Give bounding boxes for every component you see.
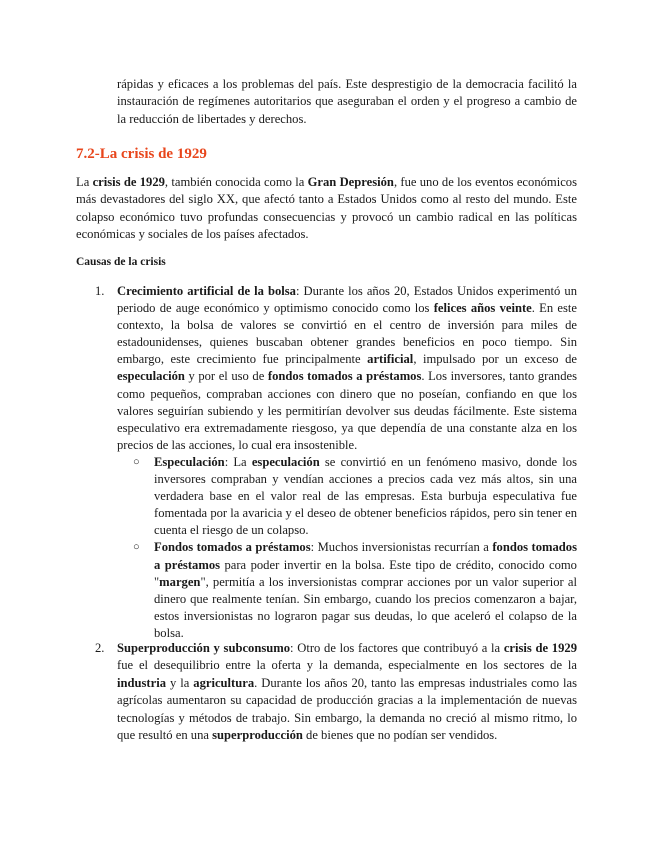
intro-paragraph: La crisis de 1929, también conocida como la Gran Depresión, fue uno de los eventos económicos más devastadores del siglo XX, que afectó tanto a Estados Unidos como al resto del mundo. Este colapso económico tuvo profundas consecuencias y provocó un cambio radical en las políticas económicas y sociales de los países afectados. <box>76 175 577 242</box>
item-1-text: Crecimiento artificial de la bolsa: Durante los años 20, Estados Unidos experimentó un periodo de auge económico y optimismo conocido como los felices años veinte. En este contexto, la bolsa de valores se convirtió en el centro de inversión para miles de estadounidenses, quienes buscaban obtener grandes beneficios en poco tiempo. Sin embargo, este crecimiento fue principalmente artificial, impulsado por un exceso de especulación y por el uso de fondos tomados a préstamos. Los inversores, tanto grandes como pequeños, compraban acciones con dinero que no poseían, confiando en que los valores seguirían subiendo y les permitirían devolver sus deudas fácilmente. Este sistema especulativo era extremadamente riesgoso, ya que dependía de una constante alza en los precios de las acciones, lo cual era insostenible. <box>117 284 578 452</box>
causes-heading: Causas de la crisis <box>76 256 166 268</box>
list-number-1: 1. <box>95 284 105 298</box>
list-item-2: Superproducción y subconsumo: Otro de los factores que contribuyó a la crisis de 1929 fue el desequilibrio entre la oferta y la demanda, especialmente en los sectores de la industria y la agricultura. Durante los años 20, tanto las empresas industriales como las agrícolas aumentaron su capacidad de producción gracias a la implementación de nuevas tecnologías y métodos de trabajo. Sin embargo, la demanda no creció al mismo ritmo, lo que resultó en una superproducción de bienes que no podían ser vendidos. <box>117 641 577 743</box>
continuation-paragraph: rápidas y eficaces a los problemas del país. Este desprestigio de la democracia facilitó la instauración de regímenes autoritarios que aseguraban el orden y el progreso a cambio de la reducción de libertades y derechos. <box>117 77 577 126</box>
sub-item-fondos <box>117 539 577 642</box>
sub-list <box>117 454 577 642</box>
section-heading: 7.2-La crisis de 1929 <box>76 146 207 162</box>
hollow-circle-bullet-icon: ○ <box>133 455 140 468</box>
sub-item-especulacion <box>117 454 577 539</box>
list-number-2: 2. <box>95 641 105 655</box>
sub-item-2-text: Fondos tomados a préstamos: Muchos inversionistas recurrían a fondos tomados a préstamos para poder invertir en la bolsa. Este tipo de crédito, conocido como "margen", permitía a los inversionistas comprar acciones por un valor superior al dinero que realmente tenían. Sin embargo, cuando los precios comenzaron a bajar, estos inversionistas no lograron pagar sus deudas, lo que aceleró el colapso de la bolsa. <box>154 540 577 640</box>
hollow-circle-bullet-icon: ○ <box>133 541 140 554</box>
list-item-1 <box>117 283 577 642</box>
sub-item-1-text: Especulación: La especulación se convirtió en un fenómeno masivo, donde los inversores compraban y vendían acciones a precios cada vez más altos, sin una verdadera base en el valor real de las empresas. Esta burbuja especulativa fue fomentada por la avaricia y el deseo de obtener beneficios rápidos, pero sin tener en cuenta el riesgo de un colapso. <box>154 454 577 538</box>
